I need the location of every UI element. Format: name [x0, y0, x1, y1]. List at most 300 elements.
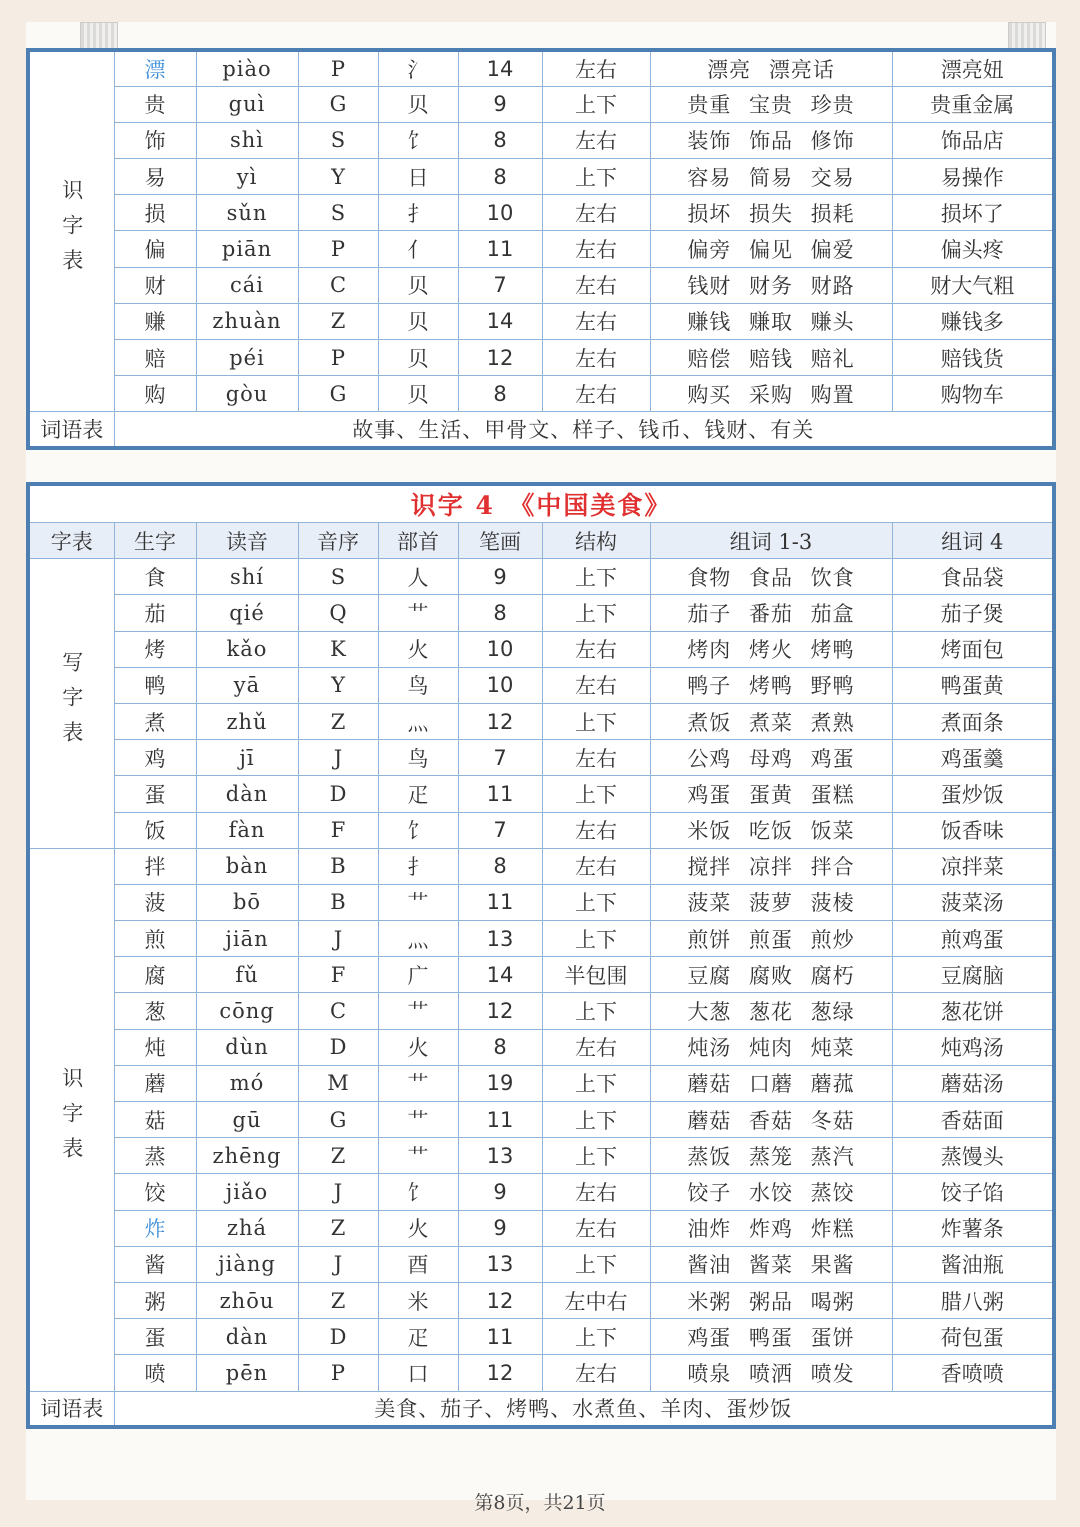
pinyin-cell: péi	[196, 340, 298, 376]
table-row	[28, 231, 1054, 267]
word-group-cell: 煎饼 煎蛋 煎炒	[650, 921, 892, 957]
initial-letter-cell: J	[298, 1174, 378, 1210]
radical-cell: 人	[378, 559, 458, 595]
word-four-cell: 凉拌菜	[892, 848, 1054, 884]
table-row	[28, 1355, 1054, 1391]
lesson-title-row	[28, 484, 1054, 523]
table-row	[28, 1138, 1054, 1174]
pinyin-cell: zhá	[196, 1210, 298, 1246]
table-row	[28, 1065, 1054, 1101]
character-cell: 鸡	[114, 740, 196, 776]
pinyin-cell: bàn	[196, 848, 298, 884]
pinyin-cell: gū	[196, 1102, 298, 1138]
initial-letter-cell: C	[298, 993, 378, 1029]
table-row	[28, 195, 1054, 231]
radical-cell: 艹	[378, 595, 458, 631]
word-four-cell: 赚钱多	[892, 303, 1054, 339]
character-cell: 饭	[114, 812, 196, 848]
structure-cell: 上下	[542, 921, 650, 957]
structure-cell: 左中右	[542, 1282, 650, 1318]
character-cell: 蒸	[114, 1138, 196, 1174]
column-header: 部首	[378, 523, 458, 559]
word-four-cell: 饰品店	[892, 122, 1054, 158]
stroke-count-cell: 11	[458, 776, 542, 812]
word-group-cell: 钱财 财务 财路	[650, 267, 892, 303]
character-cell: 茄	[114, 595, 196, 631]
structure-cell: 左右	[542, 1174, 650, 1210]
initial-letter-cell: Z	[298, 703, 378, 739]
radical-cell: 灬	[378, 921, 458, 957]
word-four-cell: 煮面条	[892, 703, 1054, 739]
character-cell: 贵	[114, 86, 196, 122]
radical-cell: 艹	[378, 884, 458, 920]
word-group-cell: 煮饭 煮菜 煮熟	[650, 703, 892, 739]
character-cell: 拌	[114, 848, 196, 884]
structure-cell: 左右	[542, 631, 650, 667]
structure-cell: 上下	[542, 1319, 650, 1355]
initial-letter-cell: P	[298, 340, 378, 376]
pinyin-cell: dùn	[196, 1029, 298, 1065]
initial-letter-cell: P	[298, 231, 378, 267]
initial-letter-cell: Y	[298, 667, 378, 703]
structure-cell: 左右	[542, 1355, 650, 1391]
stroke-count-cell: 13	[458, 921, 542, 957]
initial-letter-cell: D	[298, 776, 378, 812]
radical-cell: 口	[378, 1355, 458, 1391]
table-row	[28, 776, 1054, 812]
pinyin-cell: piào	[196, 50, 298, 86]
stroke-count-cell: 14	[458, 957, 542, 993]
pinyin-cell: dàn	[196, 776, 298, 812]
radical-cell: 氵	[378, 50, 458, 86]
table-row	[28, 957, 1054, 993]
pinyin-cell: guì	[196, 86, 298, 122]
stroke-count-cell: 7	[458, 740, 542, 776]
word-group-cell: 容易 简易 交易	[650, 159, 892, 195]
table-row	[28, 1102, 1054, 1138]
structure-cell: 上下	[542, 1246, 650, 1282]
word-group-cell: 偏旁 偏见 偏爱	[650, 231, 892, 267]
section-label: 识字表	[28, 848, 114, 1391]
radical-cell: 贝	[378, 86, 458, 122]
structure-cell: 左右	[542, 740, 650, 776]
structure-cell: 左右	[542, 667, 650, 703]
table-row	[28, 86, 1054, 122]
character-cell: 饺	[114, 1174, 196, 1210]
table-row	[28, 559, 1054, 595]
word-group-cell: 损坏 损失 损耗	[650, 195, 892, 231]
initial-letter-cell: D	[298, 1319, 378, 1355]
table-row	[28, 595, 1054, 631]
word-group-cell: 鸡蛋 鸭蛋 蛋饼	[650, 1319, 892, 1355]
word-group-cell: 油炸 炸鸡 炸糕	[650, 1210, 892, 1246]
character-cell: 漂	[114, 50, 196, 86]
radical-cell: 疋	[378, 1319, 458, 1355]
character-cell: 葱	[114, 993, 196, 1029]
word-four-cell: 购物车	[892, 376, 1054, 412]
initial-letter-cell: J	[298, 740, 378, 776]
vocab-row	[28, 412, 1054, 448]
table-row	[28, 1174, 1054, 1210]
pinyin-cell: bō	[196, 884, 298, 920]
word-group-cell: 茄子 番茄 茄盒	[650, 595, 892, 631]
stroke-count-cell: 7	[458, 267, 542, 303]
table-row	[28, 303, 1054, 339]
table-row	[28, 267, 1054, 303]
initial-letter-cell: F	[298, 812, 378, 848]
pinyin-cell: gòu	[196, 376, 298, 412]
structure-cell: 上下	[542, 993, 650, 1029]
stroke-count-cell: 14	[458, 50, 542, 86]
column-header: 字表	[28, 523, 114, 559]
initial-letter-cell: M	[298, 1065, 378, 1101]
pinyin-cell: zhuàn	[196, 303, 298, 339]
structure-cell: 左右	[542, 195, 650, 231]
stroke-count-cell: 8	[458, 159, 542, 195]
character-cell: 煮	[114, 703, 196, 739]
pinyin-cell: jiǎo	[196, 1174, 298, 1210]
structure-cell: 左右	[542, 231, 650, 267]
word-group-cell: 蘑菇 口蘑 蘑菰	[650, 1065, 892, 1101]
initial-letter-cell: J	[298, 1246, 378, 1282]
character-cell: 易	[114, 159, 196, 195]
character-cell: 菠	[114, 884, 196, 920]
stroke-count-cell: 8	[458, 848, 542, 884]
stroke-count-cell: 10	[458, 195, 542, 231]
word-four-cell: 茄子煲	[892, 595, 1054, 631]
pinyin-cell: yā	[196, 667, 298, 703]
radical-cell: 疋	[378, 776, 458, 812]
vocab-list: 美食、茄子、烤鸭、水煮鱼、羊肉、蛋炒饭	[114, 1391, 1054, 1427]
stroke-count-cell: 9	[458, 1174, 542, 1210]
character-cell: 财	[114, 267, 196, 303]
stroke-count-cell: 11	[458, 884, 542, 920]
stroke-count-cell: 11	[458, 231, 542, 267]
structure-cell: 上下	[542, 559, 650, 595]
character-cell: 饰	[114, 122, 196, 158]
word-group-cell: 蒸饭 蒸笼 蒸汽	[650, 1138, 892, 1174]
radical-cell: 贝	[378, 340, 458, 376]
word-group-cell: 赚钱 赚取 赚头	[650, 303, 892, 339]
initial-letter-cell: Z	[298, 303, 378, 339]
word-group-cell: 大葱 葱花 葱绿	[650, 993, 892, 1029]
table-row	[28, 812, 1054, 848]
structure-cell: 左右	[542, 848, 650, 884]
top-character-table	[26, 48, 1056, 450]
radical-cell: 火	[378, 631, 458, 667]
page-footer: 第8页，共21页	[474, 1492, 606, 1514]
word-four-cell: 食品袋	[892, 559, 1054, 595]
initial-letter-cell: B	[298, 848, 378, 884]
radical-cell: 艹	[378, 993, 458, 1029]
initial-letter-cell: Z	[298, 1282, 378, 1318]
column-header: 读音	[196, 523, 298, 559]
pinyin-cell: yì	[196, 159, 298, 195]
word-four-cell: 蛋炒饭	[892, 776, 1054, 812]
word-four-cell: 贵重金属	[892, 86, 1054, 122]
character-cell: 鸭	[114, 667, 196, 703]
table-row	[28, 1282, 1054, 1318]
character-cell: 蘑	[114, 1065, 196, 1101]
pinyin-cell: mó	[196, 1065, 298, 1101]
pinyin-cell: qié	[196, 595, 298, 631]
character-cell: 酱	[114, 1246, 196, 1282]
initial-letter-cell: G	[298, 86, 378, 122]
word-four-cell: 漂亮妞	[892, 50, 1054, 86]
radical-cell: 艹	[378, 1102, 458, 1138]
stroke-count-cell: 11	[458, 1102, 542, 1138]
radical-cell: 贝	[378, 267, 458, 303]
character-cell: 腐	[114, 957, 196, 993]
stroke-count-cell: 19	[458, 1065, 542, 1101]
structure-cell: 上下	[542, 159, 650, 195]
word-four-cell: 豆腐脑	[892, 957, 1054, 993]
bottom-character-table	[26, 482, 1056, 1429]
stroke-count-cell: 14	[458, 303, 542, 339]
word-group-cell: 米粥 粥品 喝粥	[650, 1282, 892, 1318]
word-group-cell: 鸭子 烤鸭 野鸭	[650, 667, 892, 703]
word-group-cell: 漂亮 漂亮话	[650, 50, 892, 86]
initial-letter-cell: S	[298, 195, 378, 231]
pinyin-cell: sǔn	[196, 195, 298, 231]
section-label: 识字表	[28, 50, 114, 412]
structure-cell: 上下	[542, 776, 650, 812]
word-four-cell: 鸡蛋羹	[892, 740, 1054, 776]
initial-letter-cell: S	[298, 122, 378, 158]
word-four-cell: 香菇面	[892, 1102, 1054, 1138]
structure-cell: 左右	[542, 50, 650, 86]
column-header: 组词 4	[892, 523, 1054, 559]
column-header: 音序	[298, 523, 378, 559]
stroke-count-cell: 12	[458, 1282, 542, 1318]
pinyin-cell: piān	[196, 231, 298, 267]
character-cell: 赔	[114, 340, 196, 376]
pinyin-cell: cái	[196, 267, 298, 303]
word-four-cell: 香喷喷	[892, 1355, 1054, 1391]
table-row	[28, 884, 1054, 920]
structure-cell: 上下	[542, 1102, 650, 1138]
pinyin-cell: jiàng	[196, 1246, 298, 1282]
character-cell: 炖	[114, 1029, 196, 1065]
word-group-cell: 贵重 宝贵 珍贵	[650, 86, 892, 122]
table-row	[28, 667, 1054, 703]
character-cell: 粥	[114, 1282, 196, 1318]
table-row	[28, 159, 1054, 195]
word-group-cell: 喷泉 喷洒 喷发	[650, 1355, 892, 1391]
initial-letter-cell: P	[298, 50, 378, 86]
pinyin-cell: kǎo	[196, 631, 298, 667]
stroke-count-cell: 8	[458, 376, 542, 412]
structure-cell: 上下	[542, 1138, 650, 1174]
word-group-cell: 米饭 吃饭 饭菜	[650, 812, 892, 848]
radical-cell: 贝	[378, 376, 458, 412]
initial-letter-cell: G	[298, 1102, 378, 1138]
word-four-cell: 煎鸡蛋	[892, 921, 1054, 957]
word-four-cell: 偏头疼	[892, 231, 1054, 267]
word-group-cell: 食物 食品 饮食	[650, 559, 892, 595]
radical-cell: 饣	[378, 122, 458, 158]
radical-cell: 饣	[378, 1174, 458, 1210]
word-four-cell: 赔钱货	[892, 340, 1054, 376]
table-row	[28, 1246, 1054, 1282]
initial-letter-cell: G	[298, 376, 378, 412]
stroke-count-cell: 9	[458, 1210, 542, 1246]
structure-cell: 左右	[542, 340, 650, 376]
radical-cell: 米	[378, 1282, 458, 1318]
pinyin-cell: jī	[196, 740, 298, 776]
table-row	[28, 848, 1054, 884]
initial-letter-cell: S	[298, 559, 378, 595]
structure-cell: 左右	[542, 303, 650, 339]
table-row	[28, 740, 1054, 776]
character-cell: 蛋	[114, 776, 196, 812]
radical-cell: 亻	[378, 231, 458, 267]
initial-letter-cell: P	[298, 1355, 378, 1391]
word-four-cell: 饭香味	[892, 812, 1054, 848]
stroke-count-cell: 9	[458, 86, 542, 122]
pinyin-cell: zhǔ	[196, 703, 298, 739]
word-group-cell: 饺子 水饺 蒸饺	[650, 1174, 892, 1210]
radical-cell: 艹	[378, 1138, 458, 1174]
word-four-cell: 腊八粥	[892, 1282, 1054, 1318]
word-four-cell: 损坏了	[892, 195, 1054, 231]
structure-cell: 半包围	[542, 957, 650, 993]
radical-cell: 扌	[378, 195, 458, 231]
character-cell: 偏	[114, 231, 196, 267]
pinyin-cell: jiān	[196, 921, 298, 957]
word-four-cell: 财大气粗	[892, 267, 1054, 303]
word-group-cell: 购买 采购 购置	[650, 376, 892, 412]
word-group-cell: 鸡蛋 蛋黄 蛋糕	[650, 776, 892, 812]
pinyin-cell: dàn	[196, 1319, 298, 1355]
character-cell: 菇	[114, 1102, 196, 1138]
stroke-count-cell: 12	[458, 993, 542, 1029]
table-row	[28, 122, 1054, 158]
radical-cell: 扌	[378, 848, 458, 884]
word-four-cell: 烤面包	[892, 631, 1054, 667]
structure-cell: 左右	[542, 1210, 650, 1246]
pinyin-cell: zhōu	[196, 1282, 298, 1318]
structure-cell: 上下	[542, 1065, 650, 1101]
pinyin-cell: zhēng	[196, 1138, 298, 1174]
initial-letter-cell: B	[298, 884, 378, 920]
radical-cell: 日	[378, 159, 458, 195]
stroke-count-cell: 11	[458, 1319, 542, 1355]
radical-cell: 火	[378, 1029, 458, 1065]
initial-letter-cell: F	[298, 957, 378, 993]
stroke-count-cell: 10	[458, 631, 542, 667]
character-cell: 损	[114, 195, 196, 231]
radical-cell: 酉	[378, 1246, 458, 1282]
word-four-cell: 炸薯条	[892, 1210, 1054, 1246]
stroke-count-cell: 8	[458, 122, 542, 158]
structure-cell: 左右	[542, 812, 650, 848]
table-row	[28, 703, 1054, 739]
word-four-cell: 荷包蛋	[892, 1319, 1054, 1355]
vocab-label: 词语表	[28, 412, 114, 448]
table-row	[28, 340, 1054, 376]
word-group-cell: 装饰 饰品 修饰	[650, 122, 892, 158]
word-group-cell: 蘑菇 香菇 冬菇	[650, 1102, 892, 1138]
word-four-cell: 易操作	[892, 159, 1054, 195]
column-header: 结构	[542, 523, 650, 559]
initial-letter-cell: K	[298, 631, 378, 667]
vocab-row	[28, 1391, 1054, 1427]
table-row	[28, 1210, 1054, 1246]
structure-cell: 上下	[542, 595, 650, 631]
structure-cell: 左右	[542, 122, 650, 158]
stroke-count-cell: 7	[458, 812, 542, 848]
radical-cell: 贝	[378, 303, 458, 339]
pinyin-cell: fàn	[196, 812, 298, 848]
radical-cell: 鸟	[378, 667, 458, 703]
vocab-list: 故事、生活、甲骨文、样子、钱币、钱财、有关	[114, 412, 1054, 448]
word-four-cell: 菠菜汤	[892, 884, 1054, 920]
character-cell: 赚	[114, 303, 196, 339]
stroke-count-cell: 10	[458, 667, 542, 703]
stroke-count-cell: 13	[458, 1138, 542, 1174]
radical-cell: 火	[378, 1210, 458, 1246]
radical-cell: 艹	[378, 1065, 458, 1101]
initial-letter-cell: Q	[298, 595, 378, 631]
stroke-count-cell: 9	[458, 559, 542, 595]
word-four-cell: 饺子馅	[892, 1174, 1054, 1210]
table-row	[28, 376, 1054, 412]
stroke-count-cell: 12	[458, 1355, 542, 1391]
pinyin-cell: shì	[196, 122, 298, 158]
pinyin-cell: shí	[196, 559, 298, 595]
character-cell: 购	[114, 376, 196, 412]
word-four-cell: 鸭蛋黄	[892, 667, 1054, 703]
word-group-cell: 炖汤 炖肉 炖菜	[650, 1029, 892, 1065]
header-row	[28, 523, 1054, 559]
structure-cell: 上下	[542, 86, 650, 122]
stroke-count-cell: 8	[458, 595, 542, 631]
character-cell: 烤	[114, 631, 196, 667]
word-group-cell: 菠菜 菠萝 菠棱	[650, 884, 892, 920]
table-row	[28, 1319, 1054, 1355]
word-group-cell: 公鸡 母鸡 鸡蛋	[650, 740, 892, 776]
lesson-title: 识字 4 《中国美食》	[28, 484, 1054, 523]
section-label: 写字表	[28, 559, 114, 849]
word-group-cell: 烤肉 烤火 烤鸭	[650, 631, 892, 667]
initial-letter-cell: Z	[298, 1138, 378, 1174]
stroke-count-cell: 12	[458, 703, 542, 739]
structure-cell: 左右	[542, 267, 650, 303]
initial-letter-cell: J	[298, 921, 378, 957]
character-cell: 煎	[114, 921, 196, 957]
table-row	[28, 631, 1054, 667]
initial-letter-cell: D	[298, 1029, 378, 1065]
vocab-label: 词语表	[28, 1391, 114, 1427]
character-cell: 食	[114, 559, 196, 595]
initial-letter-cell: Y	[298, 159, 378, 195]
table-row	[28, 921, 1054, 957]
word-four-cell: 酱油瓶	[892, 1246, 1054, 1282]
table-row	[28, 1029, 1054, 1065]
word-four-cell: 葱花饼	[892, 993, 1054, 1029]
radical-cell: 灬	[378, 703, 458, 739]
initial-letter-cell: Z	[298, 1210, 378, 1246]
table-row	[28, 993, 1054, 1029]
stroke-count-cell: 8	[458, 1029, 542, 1065]
word-group-cell: 搅拌 凉拌 拌合	[650, 848, 892, 884]
structure-cell: 左右	[542, 1029, 650, 1065]
pinyin-cell: pēn	[196, 1355, 298, 1391]
word-four-cell: 蒸馒头	[892, 1138, 1054, 1174]
pinyin-cell: fǔ	[196, 957, 298, 993]
radical-cell: 饣	[378, 812, 458, 848]
